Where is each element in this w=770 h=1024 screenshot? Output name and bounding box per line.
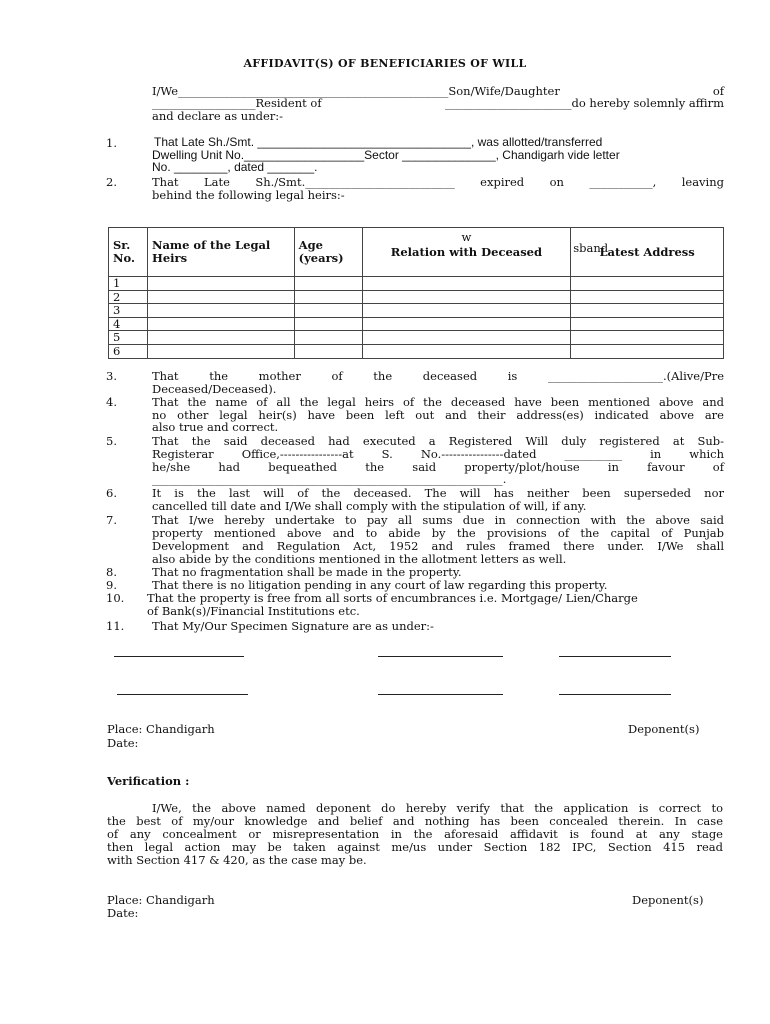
signature-line: [117, 694, 248, 696]
item-9-line-1: That there is no litigation pending in any court of law regarding this property.: [152, 578, 608, 592]
item-5-number: 5.: [106, 434, 117, 448]
place-label: Place: Chandigarh: [107, 722, 215, 736]
item-5-line-3: he/she had bequeathed the said property/plot/house in favour of: [152, 460, 724, 474]
signature-line: [114, 656, 244, 658]
item-6-line-2: cancelled till date and I/We shall comply with the stipulation of will, if any.: [152, 499, 587, 513]
document-title: AFFIDAVIT(S) OF BENEFICIARIES OF WILL: [243, 57, 527, 70]
legal-heirs-table: [108, 227, 724, 359]
item-1-line-1: That Late Sh./Smt. ________________________________, was allotted/transferred: [154, 135, 603, 149]
item-8-line-1: That no fragmentation shall be made in the property.: [152, 565, 462, 579]
signature-line: [378, 656, 503, 658]
header-relation-w: w: [461, 230, 472, 244]
verification-heading: Verification :: [107, 774, 190, 788]
date-label: Date:: [107, 906, 139, 920]
header-relation-text: Relation with Deceased: [390, 244, 543, 259]
table-row: [109, 331, 724, 345]
item-2-line-2: behind the following legal heirs:-: [152, 188, 345, 202]
header-legal-heirs: Name of the Legal Heirs: [147, 228, 294, 277]
deponent-label: Deponent(s): [628, 722, 700, 736]
item-7-line-3: Development and Regulation Act, 1952 and rules framed there under. I/We shall: [152, 539, 724, 553]
item-3-number: 3.: [106, 369, 117, 383]
row-number: 3: [109, 304, 148, 318]
intro-relation: Son/Wife/Daughter: [448, 84, 560, 98]
row-number: 5: [109, 331, 148, 345]
item-4-line-3: also true and correct.: [152, 420, 279, 434]
item-10-number: 10.: [106, 591, 125, 605]
intro-resident: Resident of: [255, 96, 322, 110]
item-3-line-2: Deceased/Deceased).: [152, 382, 277, 396]
verification-line-1: I/We, the above named deponent do hereby verify that the application is correct to: [152, 801, 723, 815]
table-row: [109, 304, 724, 318]
verification-line-2: the best of my/our knowledge and belief and nothing has been concealed therein. In case: [107, 814, 723, 828]
signature-line: [378, 694, 503, 696]
item-5-line-1: That the said deceased had executed a Registered Will duly registered at Sub-: [152, 434, 724, 448]
row-number: 1: [109, 277, 148, 291]
verification-line-3: of any concealment or misrepresentation in the aforesaid affidavit is found at any stage: [107, 827, 723, 841]
item-1-line-2: Dwelling Unit No.__________________Sector ______________, Chandigarh vide letter: [152, 148, 620, 162]
item-11-number: 11.: [106, 619, 125, 633]
intro-iwe: I/We: [152, 84, 179, 98]
row-number: 6: [109, 344, 148, 358]
place-label: Place: Chandigarh: [107, 893, 215, 907]
verification-line-5: with Section 417 & 420, as the case may be.: [107, 853, 367, 867]
item-7-line-4: also abide by the conditions mentioned in the allotment letters as well.: [152, 552, 567, 566]
header-address: [571, 228, 724, 277]
table-row: [109, 344, 724, 358]
table-row: [109, 290, 724, 304]
intro-of: of: [712, 84, 724, 98]
item-8-number: 8.: [106, 565, 117, 579]
item-11-line-1: That My/Our Specimen Signature are as under:-: [152, 619, 434, 633]
header-sr-no: Sr. No.: [109, 228, 148, 277]
item-10-line-2: of Bank(s)/Financial Institutions etc.: [147, 604, 360, 618]
intro-blank-3: ______________________: [444, 96, 572, 110]
item-4-line-2: no other legal heir(s) have been left out and their address(es) indicated above are: [152, 408, 724, 422]
signature-line: [559, 656, 671, 658]
item-3-line-1: That the mother of the deceased is ____________________.(Alive/Pre: [152, 369, 724, 383]
table-row: [109, 277, 724, 291]
header-relation: [362, 228, 571, 277]
deponent-label: Deponent(s): [632, 893, 704, 907]
item-6-line-1: It is the last will of the deceased. The will has neither been superseded nor: [152, 486, 724, 500]
intro-affirm: do hereby solemnly affirm: [571, 96, 724, 110]
intro-line-3: and declare as under:-: [152, 109, 284, 123]
item-4-number: 4.: [106, 395, 117, 409]
item-7-line-1: That I/we hereby undertake to pay all sums due in connection with the above said: [152, 513, 724, 527]
row-number: 4: [109, 317, 148, 331]
header-age: Age (years): [294, 228, 362, 277]
item-5-line-2: Registerar Office,----------------at S. No.----------------dated __________ in which: [152, 447, 724, 461]
header-sband: sband: [573, 241, 609, 255]
header-address-text: Latest Address: [599, 244, 695, 259]
item-7-number: 7.: [106, 513, 117, 527]
item-5-line-4: _____________________________________________________________.: [152, 472, 507, 486]
row-number: 2: [109, 290, 148, 304]
intro-blank-2: __________________: [152, 96, 256, 110]
item-7-line-2: property mentioned above and to abide by the provisions of the capital of Punjab: [152, 526, 724, 540]
table-row: [109, 317, 724, 331]
item-2-number: 2.: [106, 175, 117, 189]
item-4-line-1: That the name of all the legal heirs of the deceased have been mentioned above and: [152, 395, 724, 409]
item-2-line-1: That Late Sh./Smt.__________________________ expired on ___________, leaving: [152, 175, 724, 189]
table-header-row: [109, 228, 724, 277]
intro-name-blank: _______________________________________________: [178, 84, 449, 98]
item-6-number: 6.: [106, 486, 117, 500]
item-9-number: 9.: [106, 578, 117, 592]
item-10-line-1: That the property is free from all sorts of encumbrances i.e. Mortgage/ Lien/Charge: [147, 591, 638, 605]
item-1-number: 1.: [106, 136, 117, 150]
signature-line: [559, 694, 671, 696]
verification-line-4: then legal action may be taken against me/us under Section 182 IPC, Section 415 read: [107, 840, 723, 854]
date-label: Date:: [107, 736, 139, 750]
item-1-line-3: No. ________, dated _______.: [152, 160, 318, 174]
